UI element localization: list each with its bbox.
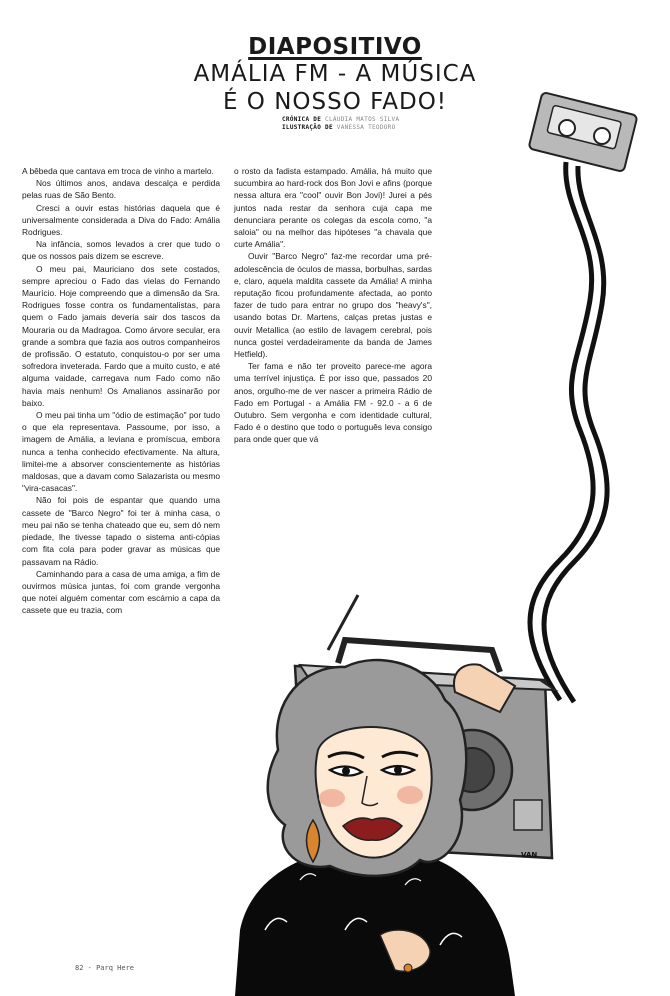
illustration-author: VANESSA TEODORO [336,124,396,131]
paragraph: o rosto da fadista estampado. Amália, há muito que sucumbira ao hard-rock dos Bon Jovi e afins (porque nessa altura era "cool" ouvir Bon Jovi)! Jurei a pés juntos nada restar da senhora cuja capa me denunciara perante os colegas da escola como, "a saloia" ou na melhor das hipóteses "a chavala que curte Amália". [234,166,432,250]
section-kicker: DIAPOSITIVO [248,34,422,60]
chronicle-label: CRÓNICA DE [282,116,322,123]
paragraph: A bêbeda que cantava em troca de vinho a martelo. [22,166,214,176]
tape-ribbon [530,162,607,702]
paragraph: O meu pai, Mauriciano dos sete costados, sempre apreciou o Fado das vielas do Fernando Maurício. Hoje compreendo que a dimensão da Sra. Rodrigues fosse contra os fundamentalistas, para quem o Fado jamais deveria sair dos tascos da Mouraria ou da Madragoa. Como árvore secular, era grande a sombra que fazia aos outros companheiros de profissão. O estatuto, conquistou-o por ser uma sofredora inveterada. Fardo que a muito custo, e até alguma vaidade, carregava num Fado como não havia mais nenhum! Os Amalianos assinarão por baixo. [22,263,220,408]
paragraph: O meu pai tinha um "ódio de estimação" por tudo o que ela representava. Passoume, por isso, a imagem de Amália, a leviana e promíscua, embora nunca a tenha conhecido efectivamente. Na altura, limitei-me a absorver conscientemente as histórias maldosas, que a davam como Salazarista ou mesmo "vira-casacas". [22,410,220,494]
illustrator-signature: VAN [521,851,538,859]
paragraph: Na infância, somos levados a crer que tudo o que os nossos pais dizem se escreve. [22,239,220,262]
paragraph: Cresci a ouvir estas histórias daquela que é universalmente considerada a Diva do Fado: Amália Rodrigues. [22,202,220,238]
paragraph: Caminhando para a casa de uma amiga, a fim de ouvirmos música juntas, foi com grande vergonha que notei alguém comentar com escárnio a capa da cassete que eu trazia, com [22,568,220,616]
paragraph: Não foi pois de espantar que quando uma cassete de "Barco Negro" foi ter à minha casa, o meu pai não se tenha chateado que eu, sem dó nem piedade, lhe tivesse tapado o sistema anti-cópias com fita cola para poder gravar as músicas que passavam na Rádio. [22,495,220,567]
chronicle-author: CLÁUDIA MATOS SILVA [325,116,400,123]
paragraph: Ter fama e não ter proveito parece-me agora uma terrível injustiça. É por isso que, passados 20 anos, orgulho-me de ver nascer a primeira Rádio de Fado em Portugal - a Amália FM - 92.0 - a 6 de Outubro. Sem vergonha e com identidade cultural, Fado é o destino que todo o português leva consigo para onde quer que vá [234,361,432,445]
illustration-label: ILUSTRAÇÃO DE [282,124,333,131]
paragraph: Nos últimos anos, andava descalça e perdida pelas ruas de São Bento. [22,178,220,201]
article-title-line2: É O NOSSO FADO! [222,89,448,115]
article-title-line1: AMÁLIA FM - A MÚSICA [193,61,477,87]
cassette-tape-icon [528,92,637,172]
paragraph: Ouvir "Barco Negro" faz-me recordar uma pré-adolescência de óculos de massa, borbulhas, sardas e, claro, aquela maldita cassete da Amália! A minha reputação ficou profundamente afectada, ao ponto fazer de tudo para entrar no grupo dos "heavy's", usando botas Dr. Martens, calças pretas justas e ouvir Metallica (ao estilo de lavagem cerebral, pois nunca gostei verdadeiramente da banda de James Hetfield). [234,251,432,360]
page-footer: 82 - Parq Here [75,964,135,972]
